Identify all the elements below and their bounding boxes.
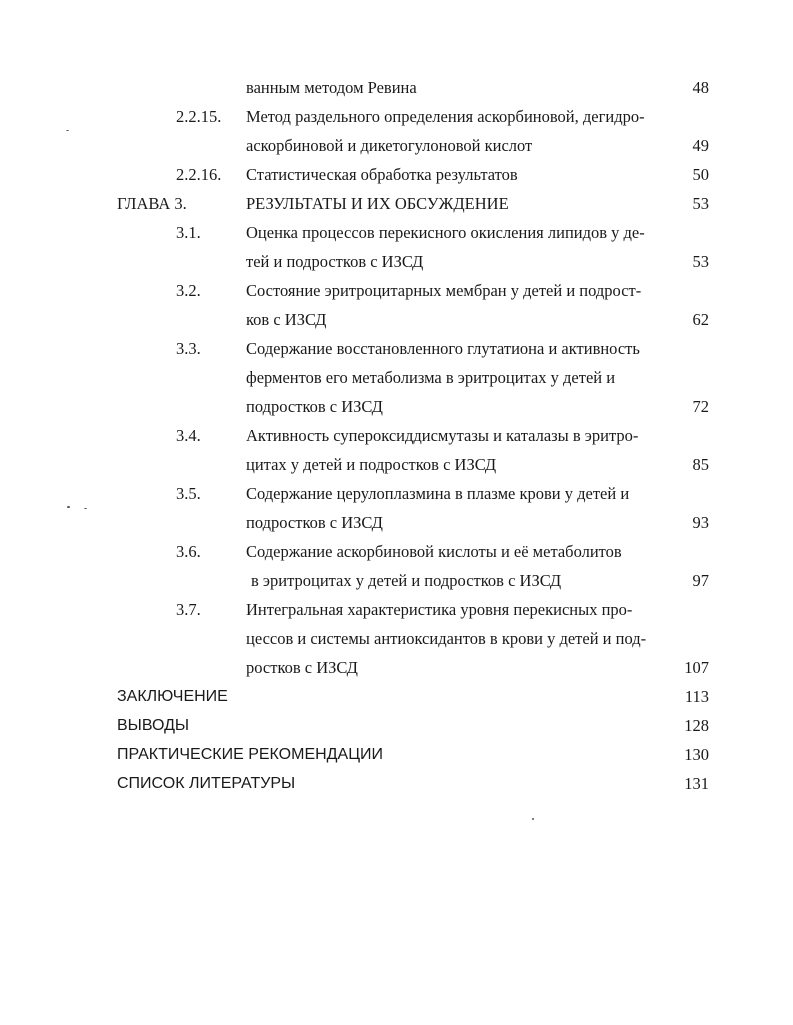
toc-entry-text: Статистическая обработка результатов xyxy=(246,165,518,184)
toc-entry-text: Содержание аскорбиновой кислоты и её метаболитов xyxy=(246,542,622,561)
toc-entry-text: Интегральная характеристика уровня перекисных про- xyxy=(246,600,633,619)
toc-entry-text: цессов и системы антиоксидантов в крови у детей и под- xyxy=(246,629,647,648)
toc-chapter-number: ГЛАВА 3. xyxy=(117,194,187,213)
scan-speck xyxy=(532,818,534,820)
toc-section-number: 3.4. xyxy=(176,426,201,445)
toc-line xyxy=(0,308,793,332)
toc-top-section-line xyxy=(0,714,793,738)
toc-line xyxy=(0,221,793,245)
toc-section-number: 3.2. xyxy=(176,281,201,300)
toc-entry-text: подростков с ИЗСД xyxy=(246,513,383,532)
toc-entry-text: ванным методом Ревина xyxy=(246,78,417,97)
toc-section-number: 3.3. xyxy=(176,339,201,358)
scan-speck xyxy=(84,508,87,509)
toc-entry-text: ферментов его метаболизма в эритроцитах у детей и xyxy=(246,368,616,387)
toc-page-number: 128 xyxy=(684,716,709,735)
toc-chapter-title: РЕЗУЛЬТАТЫ И ИХ ОБСУЖДЕНИЕ xyxy=(246,194,509,213)
toc-entry-text: Активность супероксиддисмутазы и каталазы в эритро- xyxy=(246,426,639,445)
toc-section-number: 3.7. xyxy=(176,600,201,619)
toc-section-number: 2.2.16. xyxy=(176,165,222,184)
toc-entry-text: Содержание церулоплазмина в плазме крови у детей и xyxy=(246,484,630,503)
toc-chapter-line xyxy=(0,192,793,216)
toc-line xyxy=(0,337,793,361)
toc-entry-text: аскорбиновой и дикетогулоновой кислот xyxy=(246,136,533,155)
toc-entry-text: в эритроцитах у детей и подростков с ИЗСД xyxy=(251,571,562,590)
toc-top-section-title: ПРАКТИЧЕСКИЕ РЕКОМЕНДАЦИИ xyxy=(117,746,384,763)
toc-line xyxy=(0,453,793,477)
toc-page-number: 113 xyxy=(684,687,709,706)
toc-page-number: 50 xyxy=(692,165,709,184)
toc-line xyxy=(0,366,793,390)
scan-speck xyxy=(66,130,69,131)
toc-page-number: 53 xyxy=(692,252,709,271)
toc-line xyxy=(0,163,793,187)
toc-top-section-title: ЗАКЛЮЧЕНИЕ xyxy=(117,688,228,705)
toc-page-number: 62 xyxy=(692,310,709,329)
toc-top-section-title: ВЫВОДЫ xyxy=(117,717,190,734)
toc-line xyxy=(0,656,793,680)
toc-line xyxy=(0,569,793,593)
toc-line xyxy=(0,105,793,129)
toc-section-number: 3.6. xyxy=(176,542,201,561)
toc-entry-text: Содержание восстановленного глутатиона и активность xyxy=(246,339,640,358)
toc-page-number: 85 xyxy=(692,455,709,474)
toc-line xyxy=(0,250,793,274)
toc-line xyxy=(0,627,793,651)
toc-entry-text: Метод раздельного определения аскорбиновой, дегидро- xyxy=(246,107,645,126)
toc-line xyxy=(0,540,793,564)
toc-entry-text: тей и подростков с ИЗСД xyxy=(246,252,424,271)
toc-entry-text: цитах у детей и подростков с ИЗСД xyxy=(246,455,497,474)
toc-entry-text: Оценка процессов перекисного окисления липидов у де- xyxy=(246,223,645,242)
toc-page-number: 53 xyxy=(692,194,709,213)
toc-line xyxy=(0,482,793,506)
toc-page-number: 72 xyxy=(692,397,709,416)
toc-line xyxy=(0,76,793,100)
toc-line xyxy=(0,134,793,158)
toc-entry-text: ростков с ИЗСД xyxy=(246,658,358,677)
scan-speck xyxy=(67,506,70,508)
toc-top-section-line xyxy=(0,743,793,767)
toc-page-number: 49 xyxy=(692,136,709,155)
toc-entry-text: ков с ИЗСД xyxy=(246,310,327,329)
toc-section-number: 3.5. xyxy=(176,484,201,503)
toc-line xyxy=(0,279,793,303)
toc-line xyxy=(0,395,793,419)
toc-page-number: 97 xyxy=(692,571,709,590)
toc-line xyxy=(0,511,793,535)
toc-page-number: 130 xyxy=(684,745,709,764)
toc-section-number: 3.1. xyxy=(176,223,201,242)
toc-page-number: 107 xyxy=(684,658,709,677)
toc-line xyxy=(0,598,793,622)
toc-page-number: 48 xyxy=(692,78,709,97)
toc-top-section-line xyxy=(0,772,793,796)
toc-entry-text: Состояние эритроцитарных мембран у детей и подрост- xyxy=(246,281,642,300)
toc-page-number: 131 xyxy=(684,774,709,793)
toc-top-section-line xyxy=(0,685,793,709)
toc-section-number: 2.2.15. xyxy=(176,107,222,126)
toc-page-number: 93 xyxy=(692,513,709,532)
toc-entry-text: подростков с ИЗСД xyxy=(246,397,383,416)
toc-line xyxy=(0,424,793,448)
toc-top-section-title: СПИСОК ЛИТЕРАТУРЫ xyxy=(117,775,296,792)
